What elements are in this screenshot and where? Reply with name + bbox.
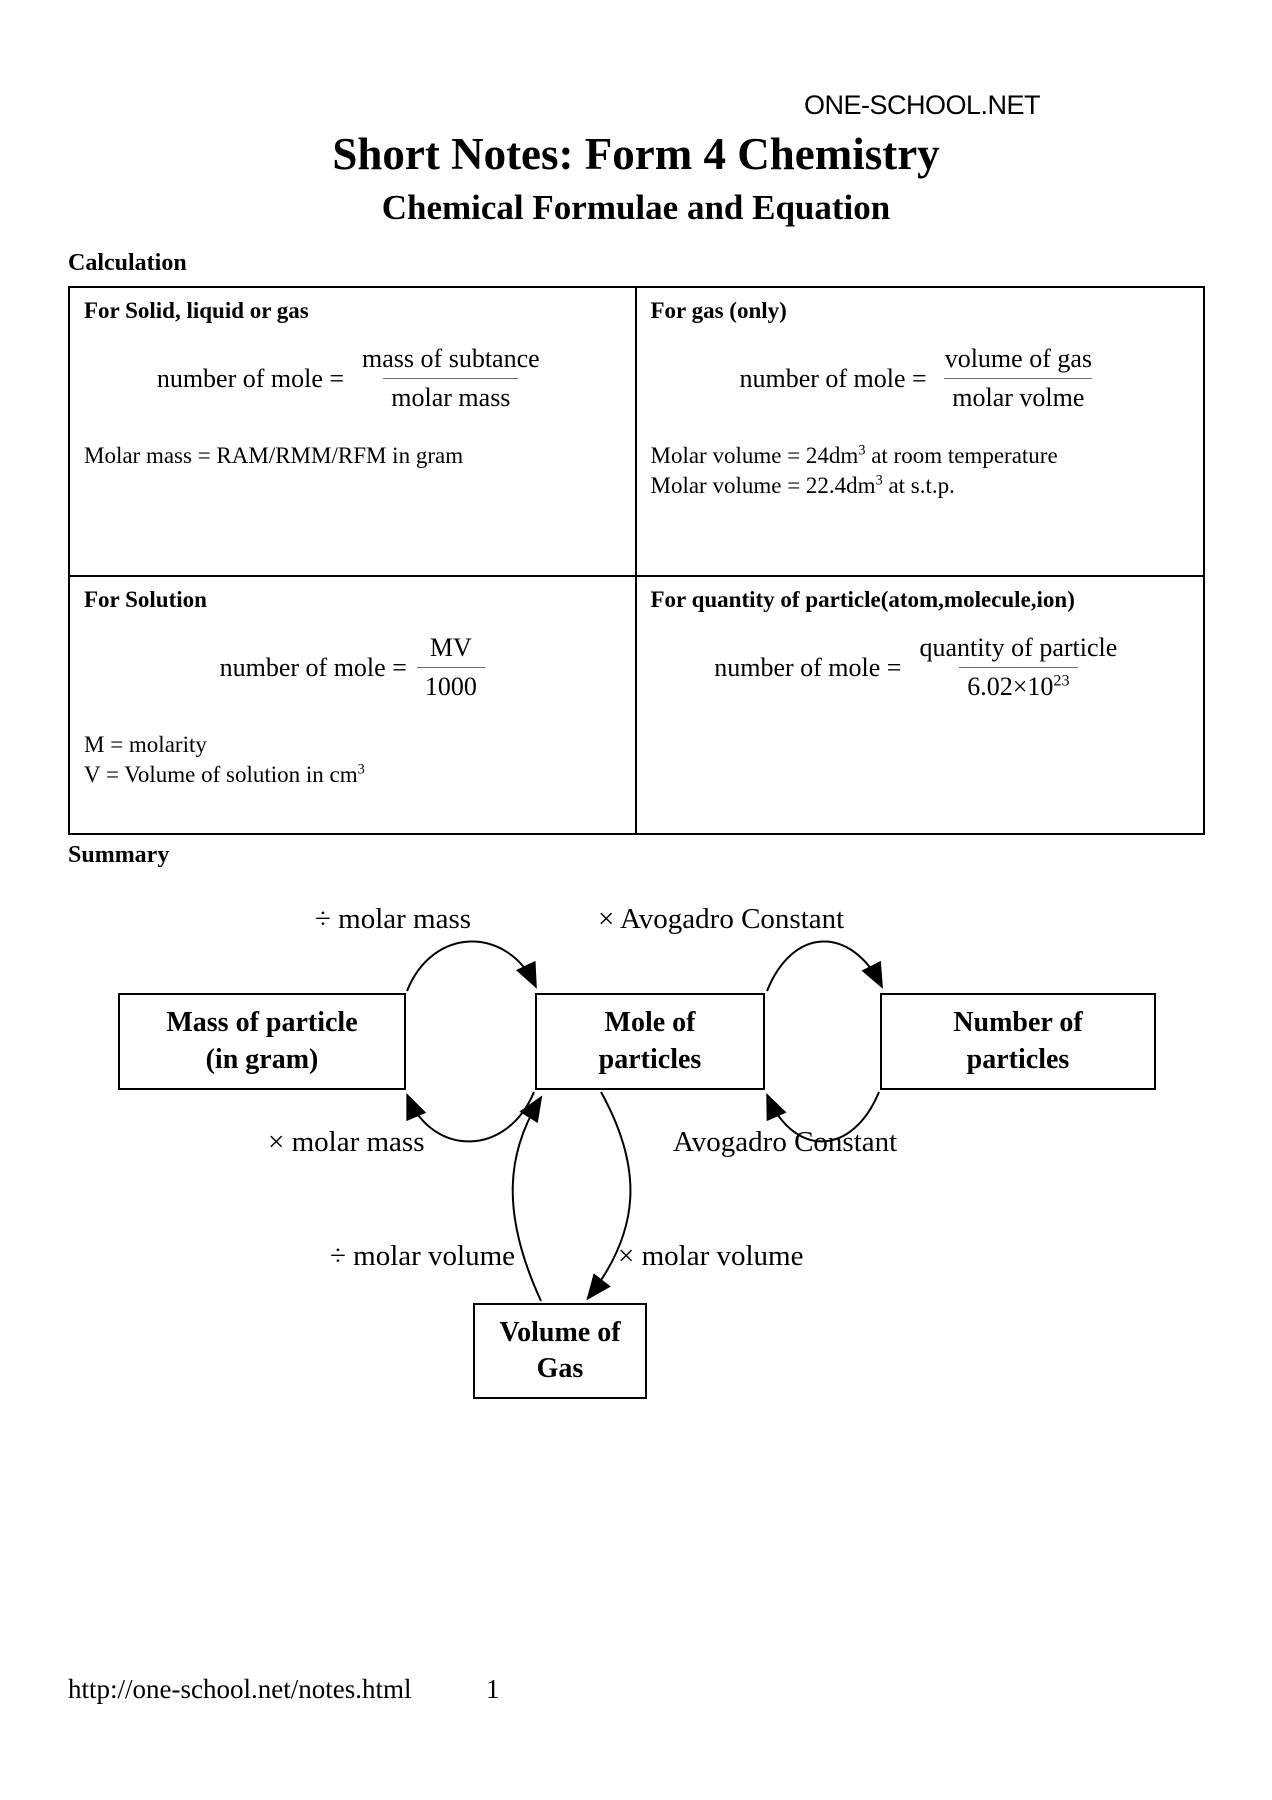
calc-cell-solution: [70, 577, 637, 833]
cell-header: For gas (only): [650, 298, 787, 323]
fraction-numerator: quantity of particle: [919, 633, 1118, 662]
box-line: particles: [966, 1043, 1070, 1075]
summary-heading: Summary: [68, 842, 170, 868]
calculation-table: [68, 286, 1205, 835]
fraction-numerator: mass of subtance: [362, 344, 540, 373]
edge-label-divide-molar-mass: ÷ molar mass: [315, 903, 472, 935]
cell-notes: [84, 730, 621, 790]
cell-header: For Solution: [84, 587, 207, 612]
mole-formula: [84, 633, 621, 702]
edge-label-times-avogadro-constant: × Avogadro Constant: [598, 903, 845, 935]
formula-lhs: number of mole =: [714, 652, 902, 682]
box-line: Mole of: [604, 1007, 696, 1039]
arrow-mass-to-mole: [407, 941, 535, 991]
footer-url: http://one-school.net/notes.html: [68, 1674, 412, 1704]
formula-lhs: number of mole =: [219, 652, 407, 682]
fraction-numerator: MV: [429, 633, 472, 662]
formula-lhs: number of mole =: [739, 363, 927, 393]
arrow-mole-to-mass: [408, 1092, 534, 1141]
cell-header: For quantity of particle(atom,molecule,ion): [650, 587, 1075, 612]
note-line: M = molarity: [84, 732, 207, 757]
fraction-denominator: $6.02\times 10^{23}$: [959, 667, 1077, 702]
box-line: Number of: [953, 1007, 1083, 1039]
box-line: particles: [598, 1043, 702, 1075]
mole-formula: [651, 344, 1190, 413]
box-line: Volume of: [499, 1316, 621, 1348]
diagram-box-volume-of-gas: [473, 1303, 647, 1399]
mole-formula: [651, 633, 1190, 702]
box-line: Gas: [536, 1353, 584, 1384]
note-line: V = Volume of solution in $cm^3$: [84, 761, 365, 787]
edge-label-avogadro-constant: Avogadro Constant: [673, 1126, 898, 1158]
edge-label-times-molar-volume: × molar volume: [618, 1240, 804, 1272]
edge-label-divide-molar-volume: ÷ molar volume: [330, 1240, 516, 1272]
mole-formula: [84, 344, 621, 413]
formula-lhs: number of mole =: [156, 363, 345, 393]
edge-label-times-molar-mass: × molar mass: [268, 1126, 425, 1158]
note-line: Molar volume = $22.4dm^3$ at s.t.p.: [650, 472, 955, 498]
calculation-heading: Calculation: [68, 250, 187, 276]
arrow-mole-to-number: [767, 941, 881, 991]
diagram-box-mole-of-particles: [535, 993, 765, 1090]
box-line: (in gram): [205, 1043, 319, 1075]
calc-cell-quantity-of-particle: [637, 577, 1204, 833]
fraction-denominator: 1000: [417, 667, 485, 702]
page-subtitle: Chemical Formulae and Equation: [381, 188, 891, 227]
box-line: Mass of particle: [166, 1007, 358, 1039]
calc-cell-solid-liquid-gas: [70, 288, 637, 577]
fraction-denominator: molar volme: [944, 378, 1092, 413]
site-brand: ONE-SCHOOL.NET: [803, 90, 1040, 120]
cell-header: For Solid, liquid or gas: [84, 298, 309, 323]
arrow-volume-to-mole: [513, 1099, 541, 1301]
fraction-denominator: molar mass: [383, 378, 518, 413]
fraction: [911, 633, 1125, 702]
diagram-box-mass-of-particle: [118, 993, 406, 1090]
calc-cell-gas-only: [637, 288, 1204, 577]
page-title: Short Notes: Form 4 Chemistry: [332, 129, 940, 179]
diagram-box-number-of-particles: [880, 993, 1156, 1090]
footer-page-number: 1: [486, 1674, 500, 1704]
fraction-numerator: volume of gas: [944, 344, 1093, 373]
note-line: Molar volume = $24dm^3$ at room temperature: [650, 442, 1058, 468]
fraction: [417, 633, 485, 702]
fraction: [937, 344, 1100, 413]
cell-notes: [84, 441, 621, 471]
fraction: [354, 344, 548, 413]
note-line: Molar mass = RAM/RMM/RFM in gram: [84, 443, 464, 468]
cell-notes: [651, 441, 1190, 501]
